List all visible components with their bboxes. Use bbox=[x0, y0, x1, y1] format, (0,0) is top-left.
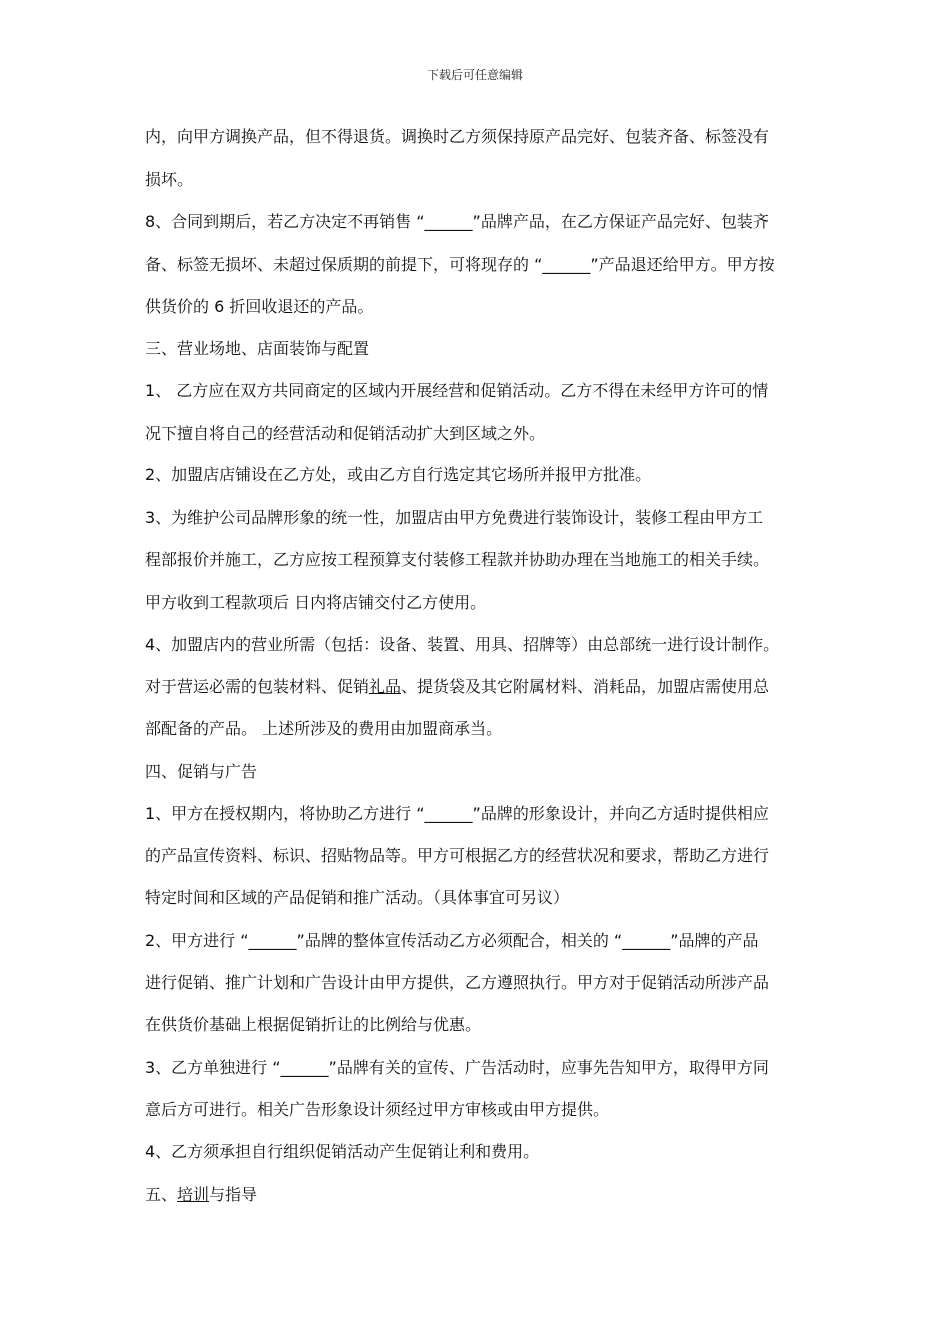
section-heading bbox=[145, 1184, 257, 1206]
text-line: 的产品宣传资料、标识、招贴物品等。甲方可根据乙方的经营状况和要求，帮助乙方进行 bbox=[145, 846, 770, 865]
text-line: 3、为维护公司品牌形象的统一性，加盟店由甲方免费进行装饰设计，装修工程由甲方工 bbox=[145, 508, 764, 527]
section-heading: 三、营业场地、店面装饰与配置 bbox=[145, 339, 370, 358]
text-span: 、提货袋及其它附属材料、消耗品，加盟店需使用总 bbox=[401, 677, 770, 696]
text-line: 意后方可进行。相关广告形象设计须经过甲方审核或由甲方提供。 bbox=[145, 1100, 610, 1119]
section-heading: 四、促销与广告 bbox=[145, 762, 258, 781]
text-line: 8、合同到期后，若乙方决定不再销售 “______”品牌产品，在乙方保证产品完好、包装齐 bbox=[145, 212, 769, 231]
text-line: 况下擅自将自己的经营活动和促销活动扩大到区域之外。 bbox=[145, 424, 546, 443]
text-line: 1、 乙方应在双方共同商定的区域内开展经营和促销活动。乙方不得在未经甲方许可的情 bbox=[145, 381, 769, 400]
text-line: 损坏。 bbox=[145, 170, 194, 189]
text-line: 特定时间和区域的产品促销和推广活动。（具体事宜可另议） bbox=[145, 888, 570, 907]
text-line: 3、乙方单独进行 “______”品牌有关的宣传、广告活动时，应事先告知甲方，取得甲方同 bbox=[145, 1058, 769, 1077]
text-line: 部配备的产品。 上述所涉及的费用由加盟商承当。 bbox=[145, 719, 503, 738]
text-line: 备、标签无损坏、未超过保质期的前提下，可将现存的 “______”产品退还给甲方。甲方按 bbox=[145, 255, 775, 274]
text-line bbox=[145, 676, 769, 698]
text-line: 4、加盟店内的营业所需（包括：设备、装置、用具、招牌等）由总部统一进行设计制作。 bbox=[145, 635, 780, 654]
text-line: 1、甲方在授权期内，将协助乙方进行 “______”品牌的形象设计，并向乙方适时提供相应 bbox=[145, 804, 769, 823]
underlined-term: 培训 bbox=[177, 1185, 210, 1204]
text-line: 程部报价并施工，乙方应按工程预算支付装修工程款并协助办理在当地施工的相关手续。 bbox=[145, 550, 770, 569]
underlined-term: 礼品 bbox=[369, 677, 402, 696]
text-line: 甲方收到工程款项后 日内将店铺交付乙方使用。 bbox=[145, 593, 487, 612]
text-line: 在供货价基础上根据促销折让的比例给与优惠。 bbox=[145, 1015, 482, 1034]
text-span: 五、 bbox=[145, 1185, 178, 1204]
text-span: 与指导 bbox=[209, 1185, 258, 1204]
text-line: 内，向甲方调换产品，但不得退货。调换时乙方须保持原产品完好、包装齐备、标签没有 bbox=[145, 127, 770, 146]
text-span: 对于营运必需的包装材料、促销 bbox=[145, 677, 370, 696]
text-line: 进行促销、推广计划和广告设计由甲方提供，乙方遵照执行。甲方对于促销活动所涉产品 bbox=[145, 973, 770, 992]
page-header: 下载后可任意编辑 bbox=[426, 68, 523, 82]
text-line: 4、乙方须承担自行组织促销活动产生促销让利和费用。 bbox=[145, 1142, 540, 1161]
text-line: 2、甲方进行 “______”品牌的整体宣传活动乙方必须配合，相关的 “______”品牌的产品 bbox=[145, 931, 759, 950]
text-line: 供货价的 6 折回收退还的产品。 bbox=[145, 297, 374, 316]
text-line: 2、加盟店店铺设在乙方处，或由乙方自行选定其它场所并报甲方批准。 bbox=[145, 465, 652, 484]
